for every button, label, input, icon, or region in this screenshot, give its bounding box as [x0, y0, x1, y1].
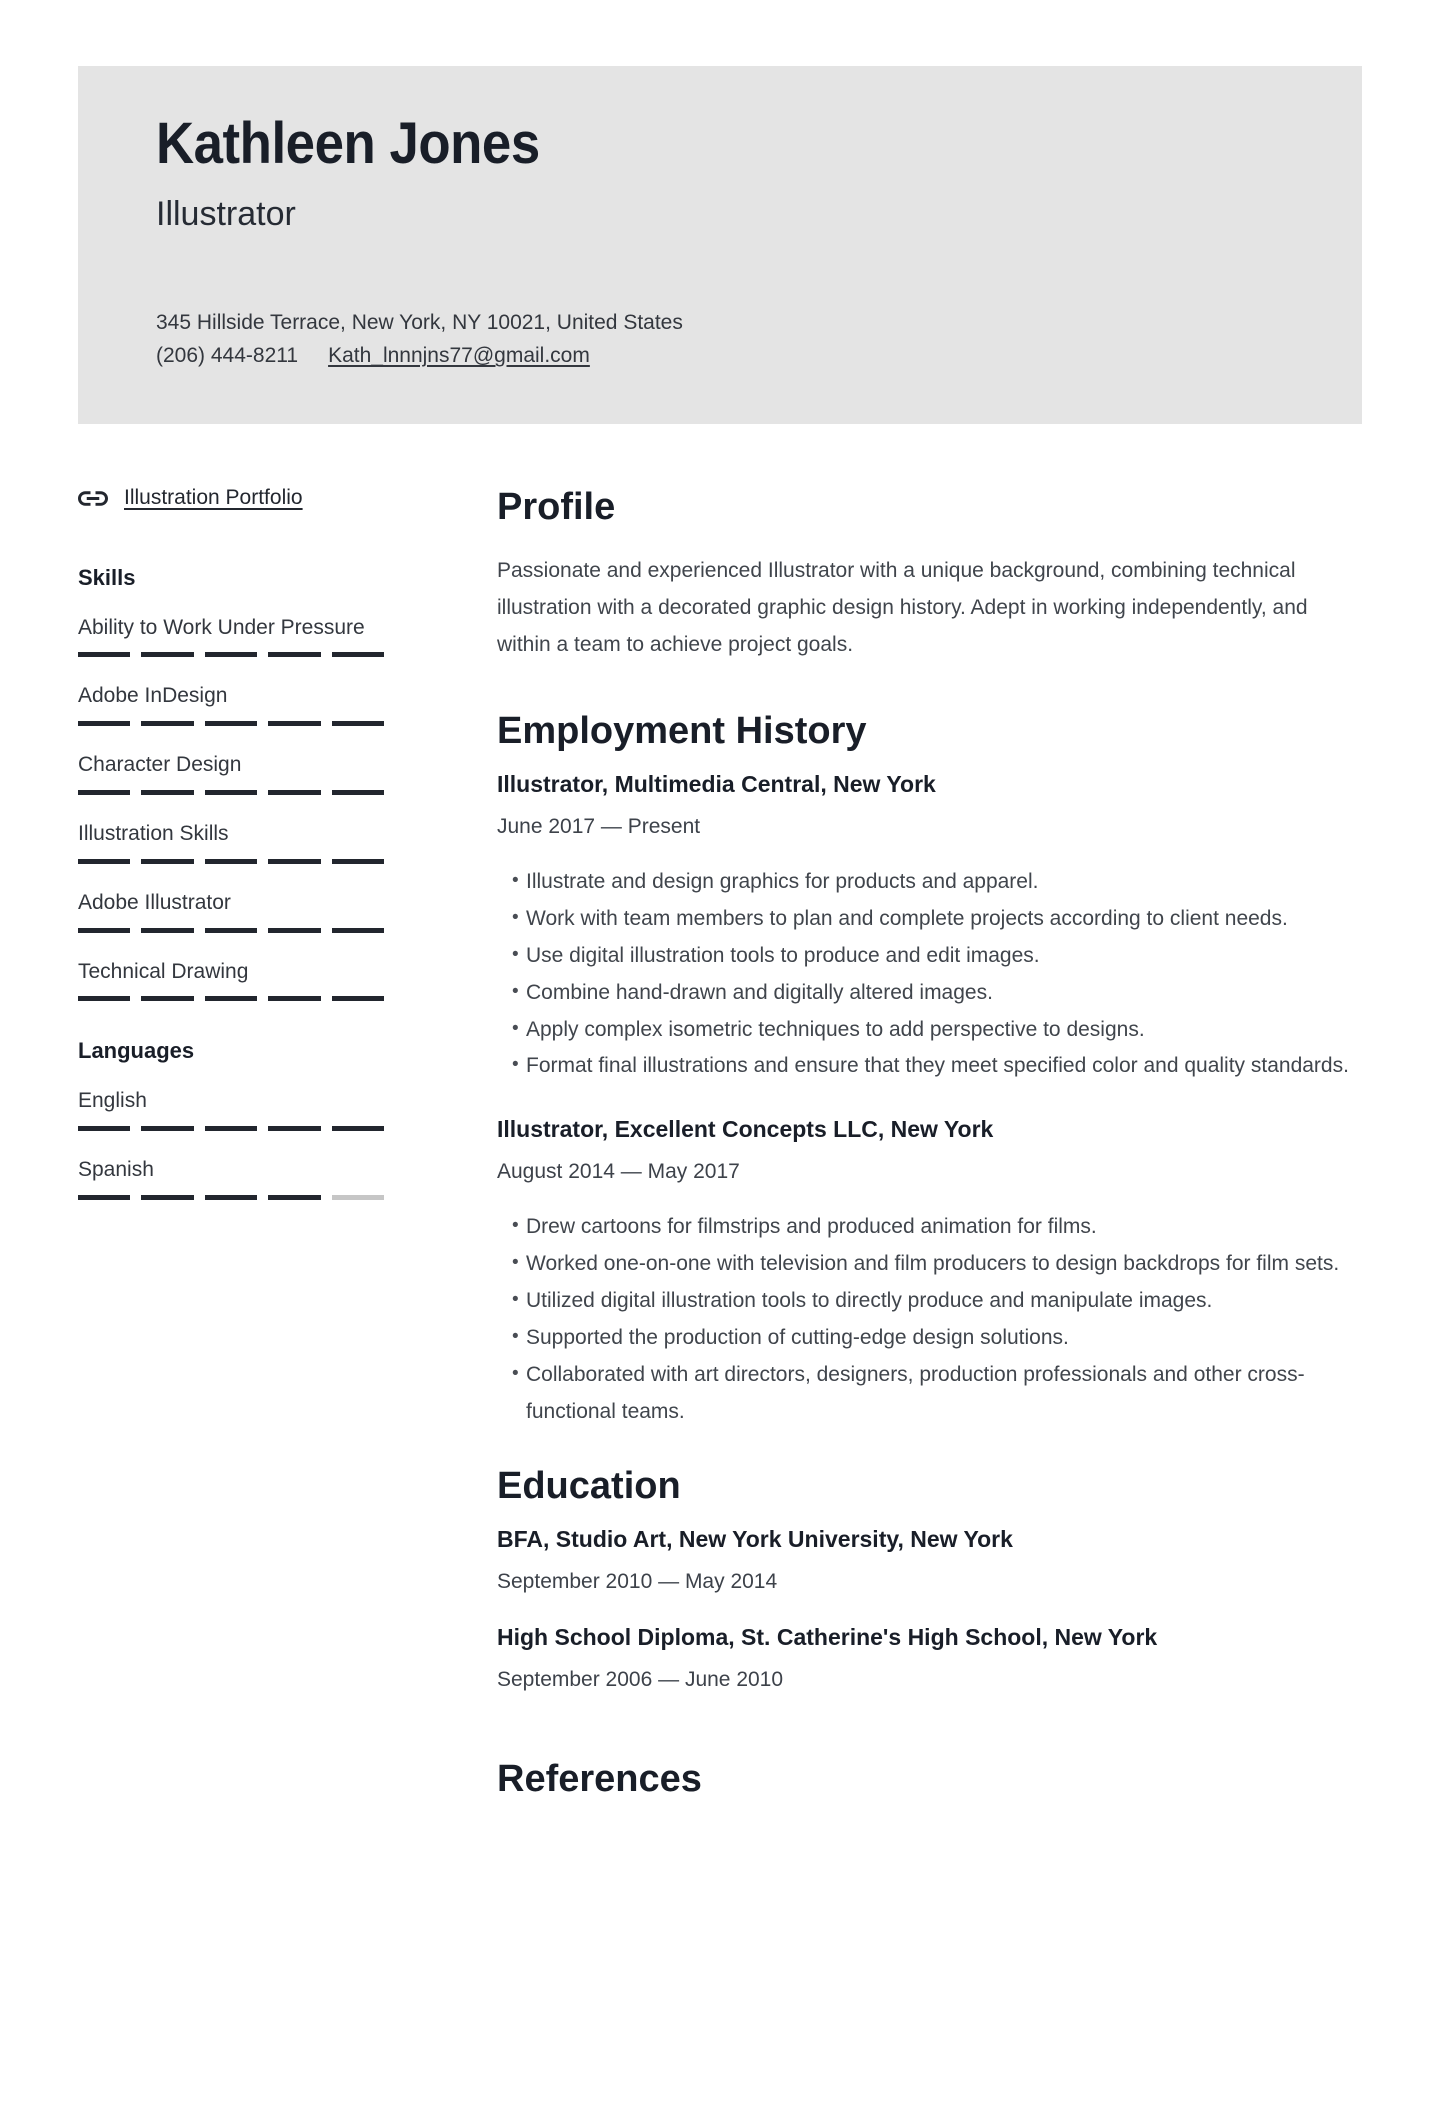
rating-segment: [141, 652, 193, 657]
skill-rating-bar: [78, 859, 384, 864]
rating-segment: [78, 652, 130, 657]
skill-item: [78, 815, 384, 864]
rating-segment: [332, 859, 384, 864]
rating-segment: [141, 996, 193, 1001]
resume-header: [78, 66, 1362, 424]
skill-rating-bar: [78, 928, 384, 933]
job-duty: • Format final illustrations and ensure that they meet specified color and quality standards.: [526, 1048, 1362, 1085]
rating-segment: [268, 652, 320, 657]
skill-item: [78, 746, 384, 795]
job-duties-list: [497, 864, 1362, 1086]
education-dates: September 2006 — June 2010: [497, 1667, 784, 1691]
references-heading: References: [497, 1758, 702, 1801]
skill-label: Character Design: [78, 753, 242, 777]
main-column: [497, 486, 1362, 1802]
skill-rating-bar: [78, 790, 384, 795]
references-section: [497, 1758, 1362, 1802]
skill-rating-bar: [78, 996, 384, 1001]
rating-segment: [332, 996, 384, 1001]
content-columns: [78, 424, 1362, 1802]
rating-segment: [332, 790, 384, 795]
contact-email-link[interactable]: Kath_lnnnjns77@gmail.com: [328, 344, 590, 368]
skill-item: [78, 953, 384, 1002]
skill-rating-bar: [78, 721, 384, 726]
education-dates: September 2010 — May 2014: [497, 1570, 778, 1594]
rating-segment: [268, 790, 320, 795]
skill-label: Ability to Work Under Pressure: [78, 615, 365, 639]
rating-segment: [141, 928, 193, 933]
rating-segment: [205, 721, 257, 726]
resume-page: [0, 66, 1440, 2102]
link-icon: [78, 488, 108, 509]
rating-segment: [268, 1195, 320, 1200]
rating-segment: [78, 721, 130, 726]
skill-label: Illustration Skills: [78, 821, 229, 845]
rating-segment: [205, 1126, 257, 1131]
job-duty: • Work with team members to plan and complete projects according to client needs.: [526, 901, 1362, 938]
person-name: Kathleen Jones: [156, 111, 540, 176]
sidebar: [78, 486, 384, 1802]
skill-item: [78, 609, 384, 658]
language-item: [78, 1151, 384, 1200]
education-entry: [497, 1525, 1362, 1598]
job-duty: • Combine hand-drawn and digitally altered images.: [526, 975, 1362, 1012]
rating-segment: [141, 721, 193, 726]
rating-segment: [332, 1195, 384, 1200]
rating-segment: [78, 1126, 130, 1131]
person-job-title: Illustrator: [156, 194, 296, 233]
rating-segment: [332, 721, 384, 726]
job-title: Illustrator, Excellent Concepts LLC, New York: [497, 1116, 994, 1143]
employment-entry: [497, 770, 1362, 1085]
rating-segment: [268, 859, 320, 864]
rating-segment: [78, 928, 130, 933]
rating-segment: [205, 652, 257, 657]
language-item: [78, 1082, 384, 1131]
language-rating-bar: [78, 1195, 384, 1200]
education-section: [497, 1465, 1362, 1697]
rating-segment: [205, 790, 257, 795]
employment-entry: [497, 1115, 1362, 1430]
job-dates: August 2014 — May 2017: [497, 1160, 740, 1184]
rating-segment: [332, 1126, 384, 1131]
language-rating-bar: [78, 1126, 384, 1131]
job-duty: • Supported the production of cutting-edge design solutions.: [526, 1320, 1362, 1357]
rating-segment: [268, 1126, 320, 1131]
job-duties-list: [497, 1209, 1362, 1431]
rating-segment: [141, 1195, 193, 1200]
languages-heading: Languages: [78, 1038, 195, 1064]
language-label: Spanish: [78, 1157, 154, 1181]
education-heading: Education: [497, 1464, 681, 1507]
job-duty: • Worked one-on-one with television and film producers to design backdrops for film sets.: [526, 1246, 1362, 1283]
job-duty: • Utilized digital illustration tools to directly produce and manipulate images.: [526, 1283, 1362, 1320]
education-entry: [497, 1623, 1362, 1696]
employment-heading: Employment History: [497, 709, 867, 752]
rating-segment: [78, 996, 130, 1001]
profile-text: Passionate and experienced Illustrator with a unique background, combining technical illustration with a decorated graphic design history. Adept in working independently, and within a team to achieve project goals.: [497, 558, 1308, 656]
skill-item: [78, 677, 384, 726]
language-label: English: [78, 1088, 147, 1112]
contact-row: [156, 339, 1284, 373]
job-duty: • Drew cartoons for filmstrips and produced animation for films.: [526, 1209, 1362, 1246]
employment-section: [497, 710, 1362, 1431]
education-title: BFA, Studio Art, New York University, New York: [497, 1526, 1013, 1553]
job-title: Illustrator, Multimedia Central, New York: [497, 771, 936, 798]
contact-block: [156, 306, 1284, 373]
education-title: High School Diploma, St. Catherine's High School, New York: [497, 1623, 1158, 1650]
rating-segment: [141, 859, 193, 864]
skills-section: [78, 564, 384, 1001]
rating-segment: [78, 859, 130, 864]
rating-segment: [268, 721, 320, 726]
profile-section: [497, 486, 1362, 664]
rating-segment: [205, 928, 257, 933]
skill-label: Adobe InDesign: [78, 684, 228, 708]
job-duty: • Collaborated with art directors, designers, production professionals and other cross-functional teams.: [526, 1357, 1362, 1431]
rating-segment: [205, 996, 257, 1001]
skill-label: Technical Drawing: [78, 959, 249, 983]
contact-phone: (206) 444-8211: [156, 344, 299, 368]
rating-segment: [268, 996, 320, 1001]
rating-segment: [78, 790, 130, 795]
rating-segment: [205, 1195, 257, 1200]
job-dates: June 2017 — Present: [497, 815, 701, 839]
job-duty: • Use digital illustration tools to produce and edit images.: [526, 938, 1362, 975]
rating-segment: [332, 652, 384, 657]
portfolio-link-label[interactable]: Illustration Portfolio: [124, 486, 303, 509]
job-duty: • Apply complex isometric techniques to add perspective to designs.: [526, 1012, 1362, 1049]
job-duty: • Illustrate and design graphics for products and apparel.: [526, 864, 1362, 901]
rating-segment: [141, 1126, 193, 1131]
skill-label: Adobe Illustrator: [78, 890, 231, 914]
rating-segment: [332, 928, 384, 933]
profile-heading: Profile: [497, 486, 616, 528]
portfolio-link-row[interactable]: [78, 486, 384, 510]
languages-section: [78, 1037, 384, 1199]
rating-segment: [141, 790, 193, 795]
skill-item: [78, 884, 384, 933]
rating-segment: [205, 859, 257, 864]
skills-heading: Skills: [78, 565, 136, 590]
contact-address: 345 Hillside Terrace, New York, NY 10021, United States: [156, 310, 683, 334]
rating-segment: [268, 928, 320, 933]
skill-rating-bar: [78, 652, 384, 657]
rating-segment: [78, 1195, 130, 1200]
